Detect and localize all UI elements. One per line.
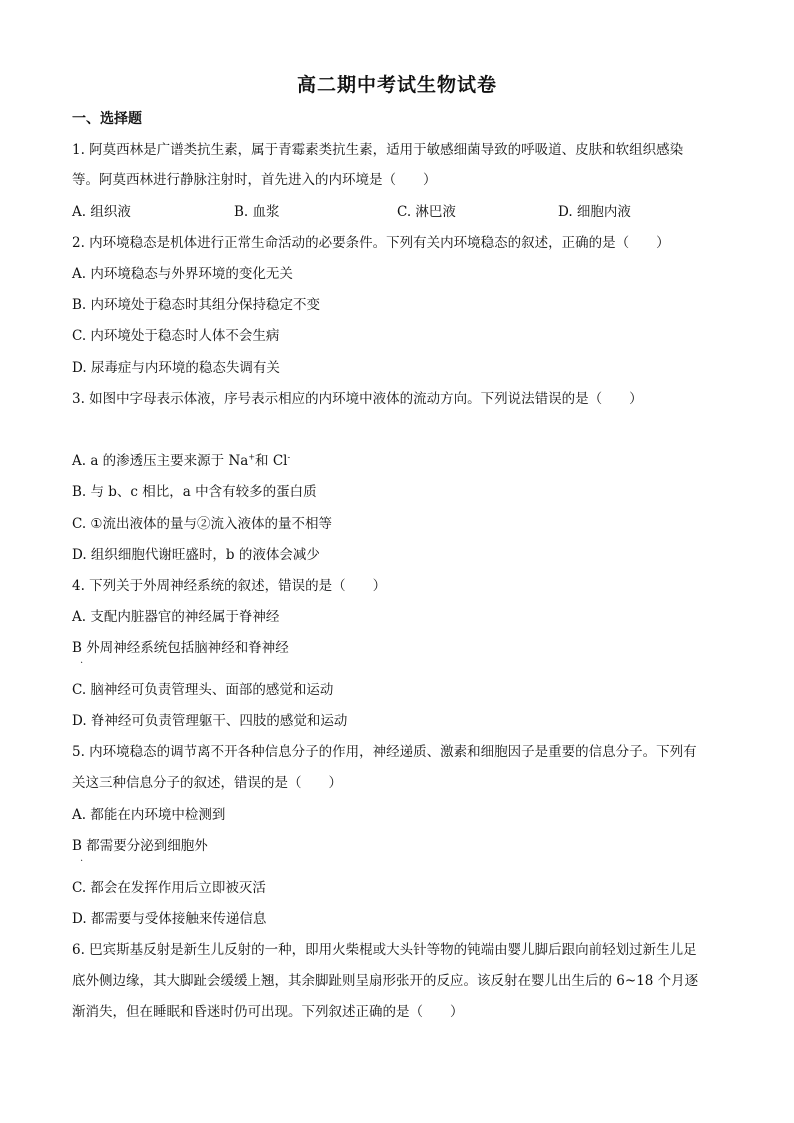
- question-5-option-b: B 都需要分泌到细胞外: [72, 838, 208, 854]
- question-3-option-a-text: A. a 的渗透压主要来源于 Na: [72, 453, 249, 469]
- question-3-option-d: D. 组织细胞代谢旺盛时，b 的液体会减少: [72, 547, 320, 563]
- question-4-stem: 4. 下列关于外周神经系统的叙述，错误的是（ ）: [72, 578, 387, 594]
- question-2-option-c: C. 内环境处于稳态时人体不会生病: [72, 328, 280, 344]
- question-1-line-1: 1. 阿莫西林是广谱类抗生素，属于青霉素类抗生素，适用于敏感细菌导致的呼吸道、皮肤和软组织感染: [72, 142, 684, 158]
- question-3-option-b: B. 与 b、c 相比，a 中含有较多的蛋白质: [72, 484, 317, 500]
- question-3-option-c: C. ①流出液体的量与②流入液体的量不相等: [72, 516, 333, 532]
- question-6-line-3: 渐消失，但在睡眠和昏迷时仍可出现。下列叙述正确的是（ ）: [72, 1004, 464, 1020]
- question-5-option-d: D. 都需要与受体接触来传递信息: [72, 911, 267, 927]
- question-2-option-d: D. 尿毒症与内环境的稳态失调有关: [72, 360, 280, 376]
- question-3-option-a: [72, 451, 290, 471]
- question-1-option-c: C. 淋巴液: [397, 204, 456, 220]
- question-4-option-c: C. 脑神经可负责管理头、面部的感觉和运动: [72, 682, 334, 698]
- question-2-stem: 2. 内环境稳态是机体进行正常生命活动的必要条件。下列有关内环境稳态的叙述，正确的是（ ）: [72, 235, 670, 251]
- stray-dot-mark: .: [80, 655, 84, 666]
- question-2-option-a: A. 内环境稳态与外界环境的变化无关: [72, 266, 293, 282]
- question-3-option-a-mid: 和 Cl: [255, 453, 288, 469]
- stray-dot-mark: .: [80, 853, 84, 864]
- chloride-charge: -: [287, 452, 291, 462]
- page-title: 高二期中考试生物试卷: [296, 74, 497, 96]
- question-1-line-2: 等。阿莫西林进行静脉注射时，首先进入的内环境是（ ）: [72, 172, 437, 188]
- question-1-option-d: D. 细胞内液: [558, 204, 631, 220]
- question-5-option-c: C. 都会在发挥作用后立即被灭活: [72, 880, 266, 896]
- question-4-option-b: B 外周神经系统包括脑神经和脊神经: [72, 640, 289, 656]
- question-4-option-a: A. 支配内脏器官的神经属于脊神经: [72, 609, 280, 625]
- sodium-charge: +: [248, 452, 256, 462]
- question-5-line-1: 5. 内环境稳态的调节离不开各种信息分子的作用，神经递质、激素和细胞因子是重要的信息分子。下列有: [72, 744, 697, 760]
- question-1-option-b: B. 血浆: [234, 204, 280, 220]
- section-heading: 一、选择题: [72, 111, 142, 127]
- question-5-line-2: 关这三种信息分子的叙述，错误的是（ ）: [72, 775, 342, 791]
- question-2-option-b: B. 内环境处于稳态时其组分保持稳定不变: [72, 297, 321, 313]
- question-3-stem: 3. 如图中字母表示体液，序号表示相应的内环境中液体的流动方向。下列说法错误的是（ ）: [72, 391, 643, 407]
- question-5-option-a: A. 都能在内环境中检测到: [72, 807, 226, 823]
- question-6-line-2: 底外侧边缘，其大脚趾会缓缓上翘，其余脚趾则呈扇形张开的反应。该反射在婴儿出生后的 6~18 个月逐: [72, 973, 699, 989]
- question-4-option-d: D. 脊神经可负责管理躯干、四肢的感觉和运动: [72, 713, 348, 729]
- question-1-option-a: A. 组织液: [72, 204, 131, 220]
- question-6-line-1: 6. 巴宾斯基反射是新生儿反射的一种，即用火柴棍或大头针等物的钝端由婴儿脚后跟向前轻划过新生儿足: [72, 942, 697, 958]
